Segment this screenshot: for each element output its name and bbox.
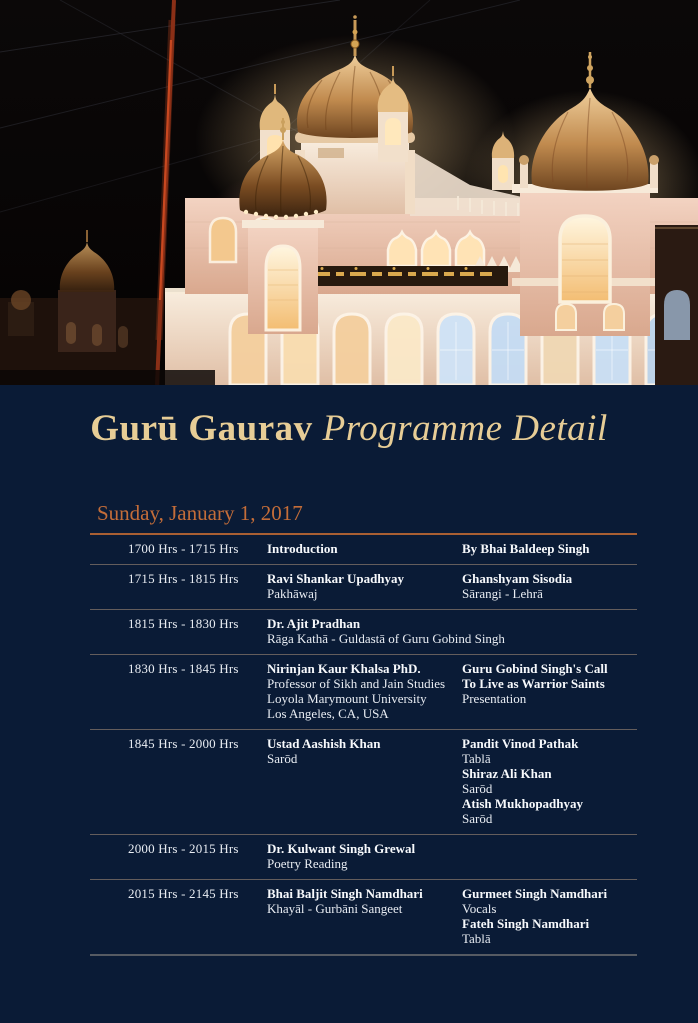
- schedule-detail-line: Pakhāwaj: [267, 586, 318, 601]
- page-title: [0, 407, 698, 451]
- time-cell: 2015 Hrs - 2145 Hrs: [128, 886, 239, 901]
- schedule-name-line: Atish Mukhopadhyay: [462, 796, 584, 811]
- schedule-row: [90, 535, 637, 564]
- schedule-detail-line: Khayāl - Gurbāni Sangeet: [267, 901, 403, 916]
- schedule-name-line: Ustad Aashish Khan: [267, 736, 381, 751]
- schedule-detail-line: Professor of Sikh and Jain Studies: [267, 676, 446, 691]
- date-heading: Sunday, January 1, 2017: [97, 501, 303, 525]
- schedule-row: [90, 609, 637, 654]
- schedule-name-line: Shiraz Ali Khan: [462, 766, 552, 781]
- schedule-row: [90, 654, 637, 729]
- performer-cell: [267, 841, 637, 871]
- schedule-name-line: By Bhai Baldeep Singh: [462, 541, 590, 556]
- schedule-detail-line: Rāga Kathā - Guldastā of Guru Gobind Singh: [267, 631, 505, 646]
- schedule-detail-line: Poetry Reading: [267, 856, 348, 871]
- schedule-detail-line: Tablā: [462, 751, 491, 766]
- schedule-detail-line: Vocals: [462, 901, 497, 916]
- schedule-row: [90, 729, 637, 834]
- accompanist-cell: [462, 886, 637, 946]
- schedule-name-line: Dr. Ajit Pradhan: [267, 616, 361, 631]
- schedule-detail-line: Presentation: [462, 691, 527, 706]
- schedule-name-line: Ravi Shankar Upadhyay: [267, 571, 405, 586]
- time-cell: 1830 Hrs - 1845 Hrs: [128, 661, 239, 676]
- schedule-name-line: Fateh Singh Namdhari: [462, 916, 590, 931]
- performer-cell: [267, 736, 462, 826]
- right-edge-annexe: [655, 225, 698, 385]
- performer-cell: [267, 571, 462, 601]
- schedule-detail-line: Los Angeles, CA, USA: [267, 706, 389, 721]
- schedule-name-line: Ghanshyam Sisodia: [462, 571, 573, 586]
- schedule-name-line: Guru Gobind Singh's Call: [462, 661, 608, 676]
- gurdwara-night-photo: [0, 0, 698, 385]
- schedule-name-line: Dr. Kulwant Singh Grewal: [267, 841, 416, 856]
- time-cell: 1715 Hrs - 1815 Hrs: [128, 571, 239, 586]
- schedule-detail-line: Sārangi - Lehrā: [462, 586, 543, 601]
- time-cell: 2000 Hrs - 2015 Hrs: [128, 841, 239, 856]
- time-cell: 1815 Hrs - 1830 Hrs: [128, 616, 239, 631]
- schedule-row: [90, 834, 637, 879]
- schedule-row: [90, 879, 637, 954]
- schedule-table: [90, 533, 637, 956]
- schedule-name-line: Nirinjan Kaur Khalsa PhD.: [267, 661, 421, 676]
- accompanist-cell: [462, 541, 637, 556]
- performer-cell: [267, 541, 462, 556]
- schedule-name-line: Bhai Baljit Singh Namdhari: [267, 886, 423, 901]
- accompanist-cell: [462, 661, 637, 721]
- accompanist-cell: [462, 571, 637, 601]
- schedule-detail-line: Tablā: [462, 931, 491, 946]
- schedule-name-line: To Live as Warrior Saints: [462, 676, 605, 691]
- performer-cell: [267, 616, 637, 646]
- schedule-name-line: Pandit Vinod Pathak: [462, 736, 579, 751]
- schedule-name-line: Gurmeet Singh Namdhari: [462, 886, 608, 901]
- schedule-detail-line: Sarōd: [462, 781, 493, 796]
- title-main: Gurū Gaurav: [90, 408, 313, 449]
- schedule-detail-line: Sarōd: [462, 811, 493, 826]
- schedule-detail-line: Sarōd: [267, 751, 298, 766]
- time-cell: 1700 Hrs - 1715 Hrs: [128, 541, 239, 556]
- title-sub: Programme Detail: [322, 408, 608, 449]
- schedule-row: [90, 564, 637, 609]
- performer-cell: [267, 661, 462, 721]
- time-cell: 1845 Hrs - 2000 Hrs: [128, 736, 239, 751]
- performer-cell: [267, 886, 462, 946]
- schedule-name-line: Introduction: [267, 541, 338, 556]
- schedule-detail-line: Loyola Marymount University: [267, 691, 427, 706]
- accompanist-cell: [462, 736, 637, 826]
